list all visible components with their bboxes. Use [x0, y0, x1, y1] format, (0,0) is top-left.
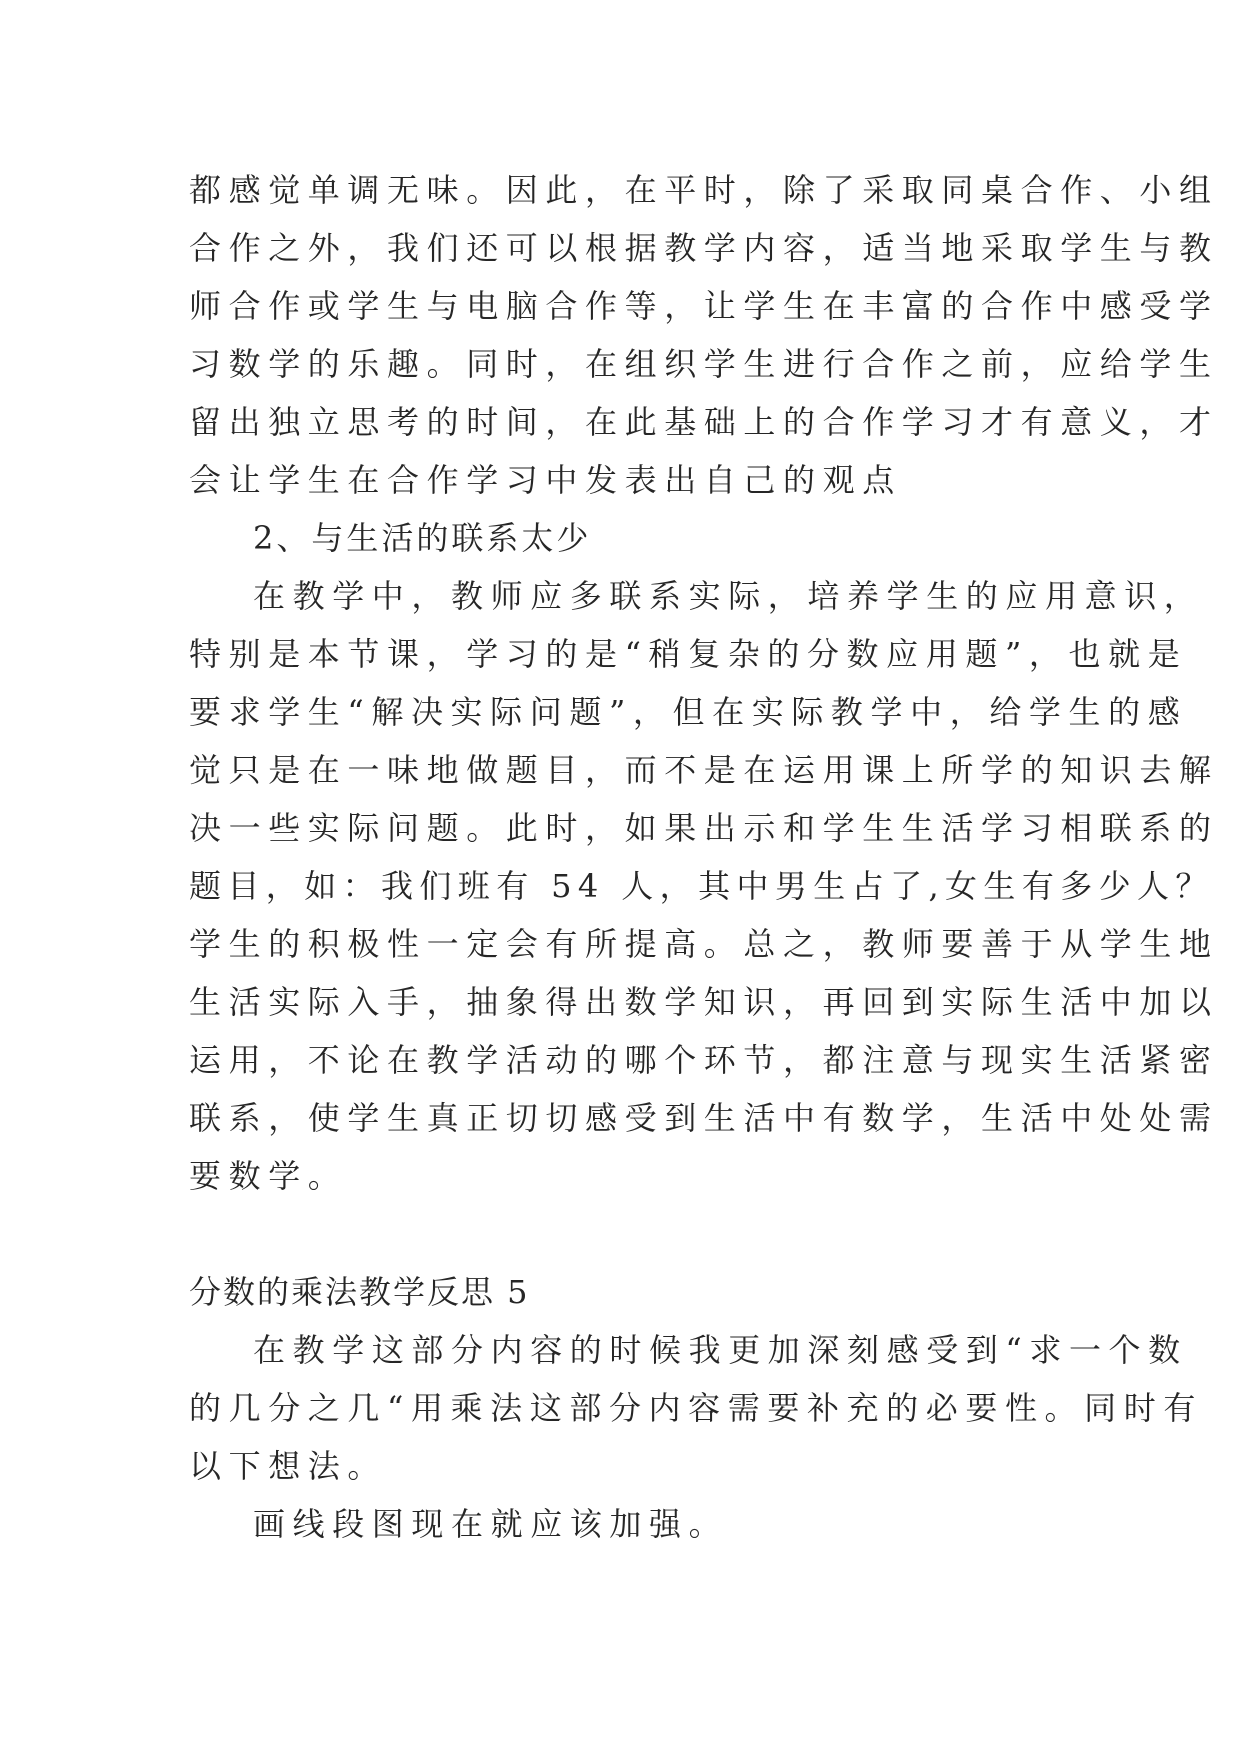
paragraph-1-line-2: 合作之外，我们还可以根据教学内容，适当地采取学生与教 — [189, 229, 1219, 267]
paragraph-2-line-9: 运用，不论在教学活动的哪个环节，都注意与现实生活紧密 — [189, 1041, 1219, 1079]
paragraph-1-line-6: 会让学生在合作学习中发表出自己的观点 — [189, 461, 902, 499]
paragraph-2-line-6: 题目，如：我们班有 54 人，其中男生占了,女生有多少人？ — [189, 867, 1214, 905]
paragraph-3-line-1: 在教学这部分内容的时候我更加深刻感受到“求一个数 — [253, 1331, 1188, 1369]
paragraph-2-line-11: 要数学。 — [189, 1157, 348, 1195]
paragraph-2-line-4: 觉只是在一味地做题目，而不是在运用课上所学的知识去解 — [189, 751, 1219, 789]
item-2-heading: 2、与生活的联系太少 — [253, 519, 592, 557]
section-title: 分数的乘法教学反思 5 — [189, 1273, 530, 1311]
paragraph-2-line-7: 学生的积极性一定会有所提高。总之，教师要善于从学生地 — [189, 925, 1219, 963]
paragraph-1-line-3: 师合作或学生与电脑合作等，让学生在丰富的合作中感受学 — [189, 287, 1219, 325]
paragraph-1-line-1: 都感觉单调无味。因此，在平时，除了采取同桌合作、小组 — [189, 171, 1219, 209]
paragraph-2-line-2: 特别是本节课，学习的是“稍复杂的分数应用题”，也就是 — [189, 635, 1188, 673]
paragraph-1-line-5: 留出独立思考的时间，在此基础上的合作学习才有意义，才 — [189, 403, 1219, 441]
paragraph-2-line-1: 在教学中，教师应多联系实际，培养学生的应用意识， — [253, 577, 1204, 615]
paragraph-2-line-10: 联系，使学生真正切切感受到生活中有数学，生活中处处需 — [189, 1099, 1219, 1137]
paragraph-3-line-2: 的几分之几“用乘法这部分内容需要补充的必要性。同时有 — [189, 1389, 1203, 1427]
paragraph-2-line-8: 生活实际入手，抽象得出数学知识，再回到实际生活中加以 — [189, 983, 1219, 1021]
paragraph-1-line-4: 习数学的乐趣。同时，在组织学生进行合作之前，应给学生 — [189, 345, 1219, 383]
paragraph-2-line-3: 要求学生“解决实际问题”，但在实际教学中，给学生的感 — [189, 693, 1188, 731]
paragraph-4-line-1: 画线段图现在就应该加强。 — [253, 1505, 729, 1543]
paragraph-3-line-3: 以下想法。 — [189, 1447, 388, 1485]
paragraph-2-line-5: 决一些实际问题。此时，如果出示和学生生活学习相联系的 — [189, 809, 1219, 847]
